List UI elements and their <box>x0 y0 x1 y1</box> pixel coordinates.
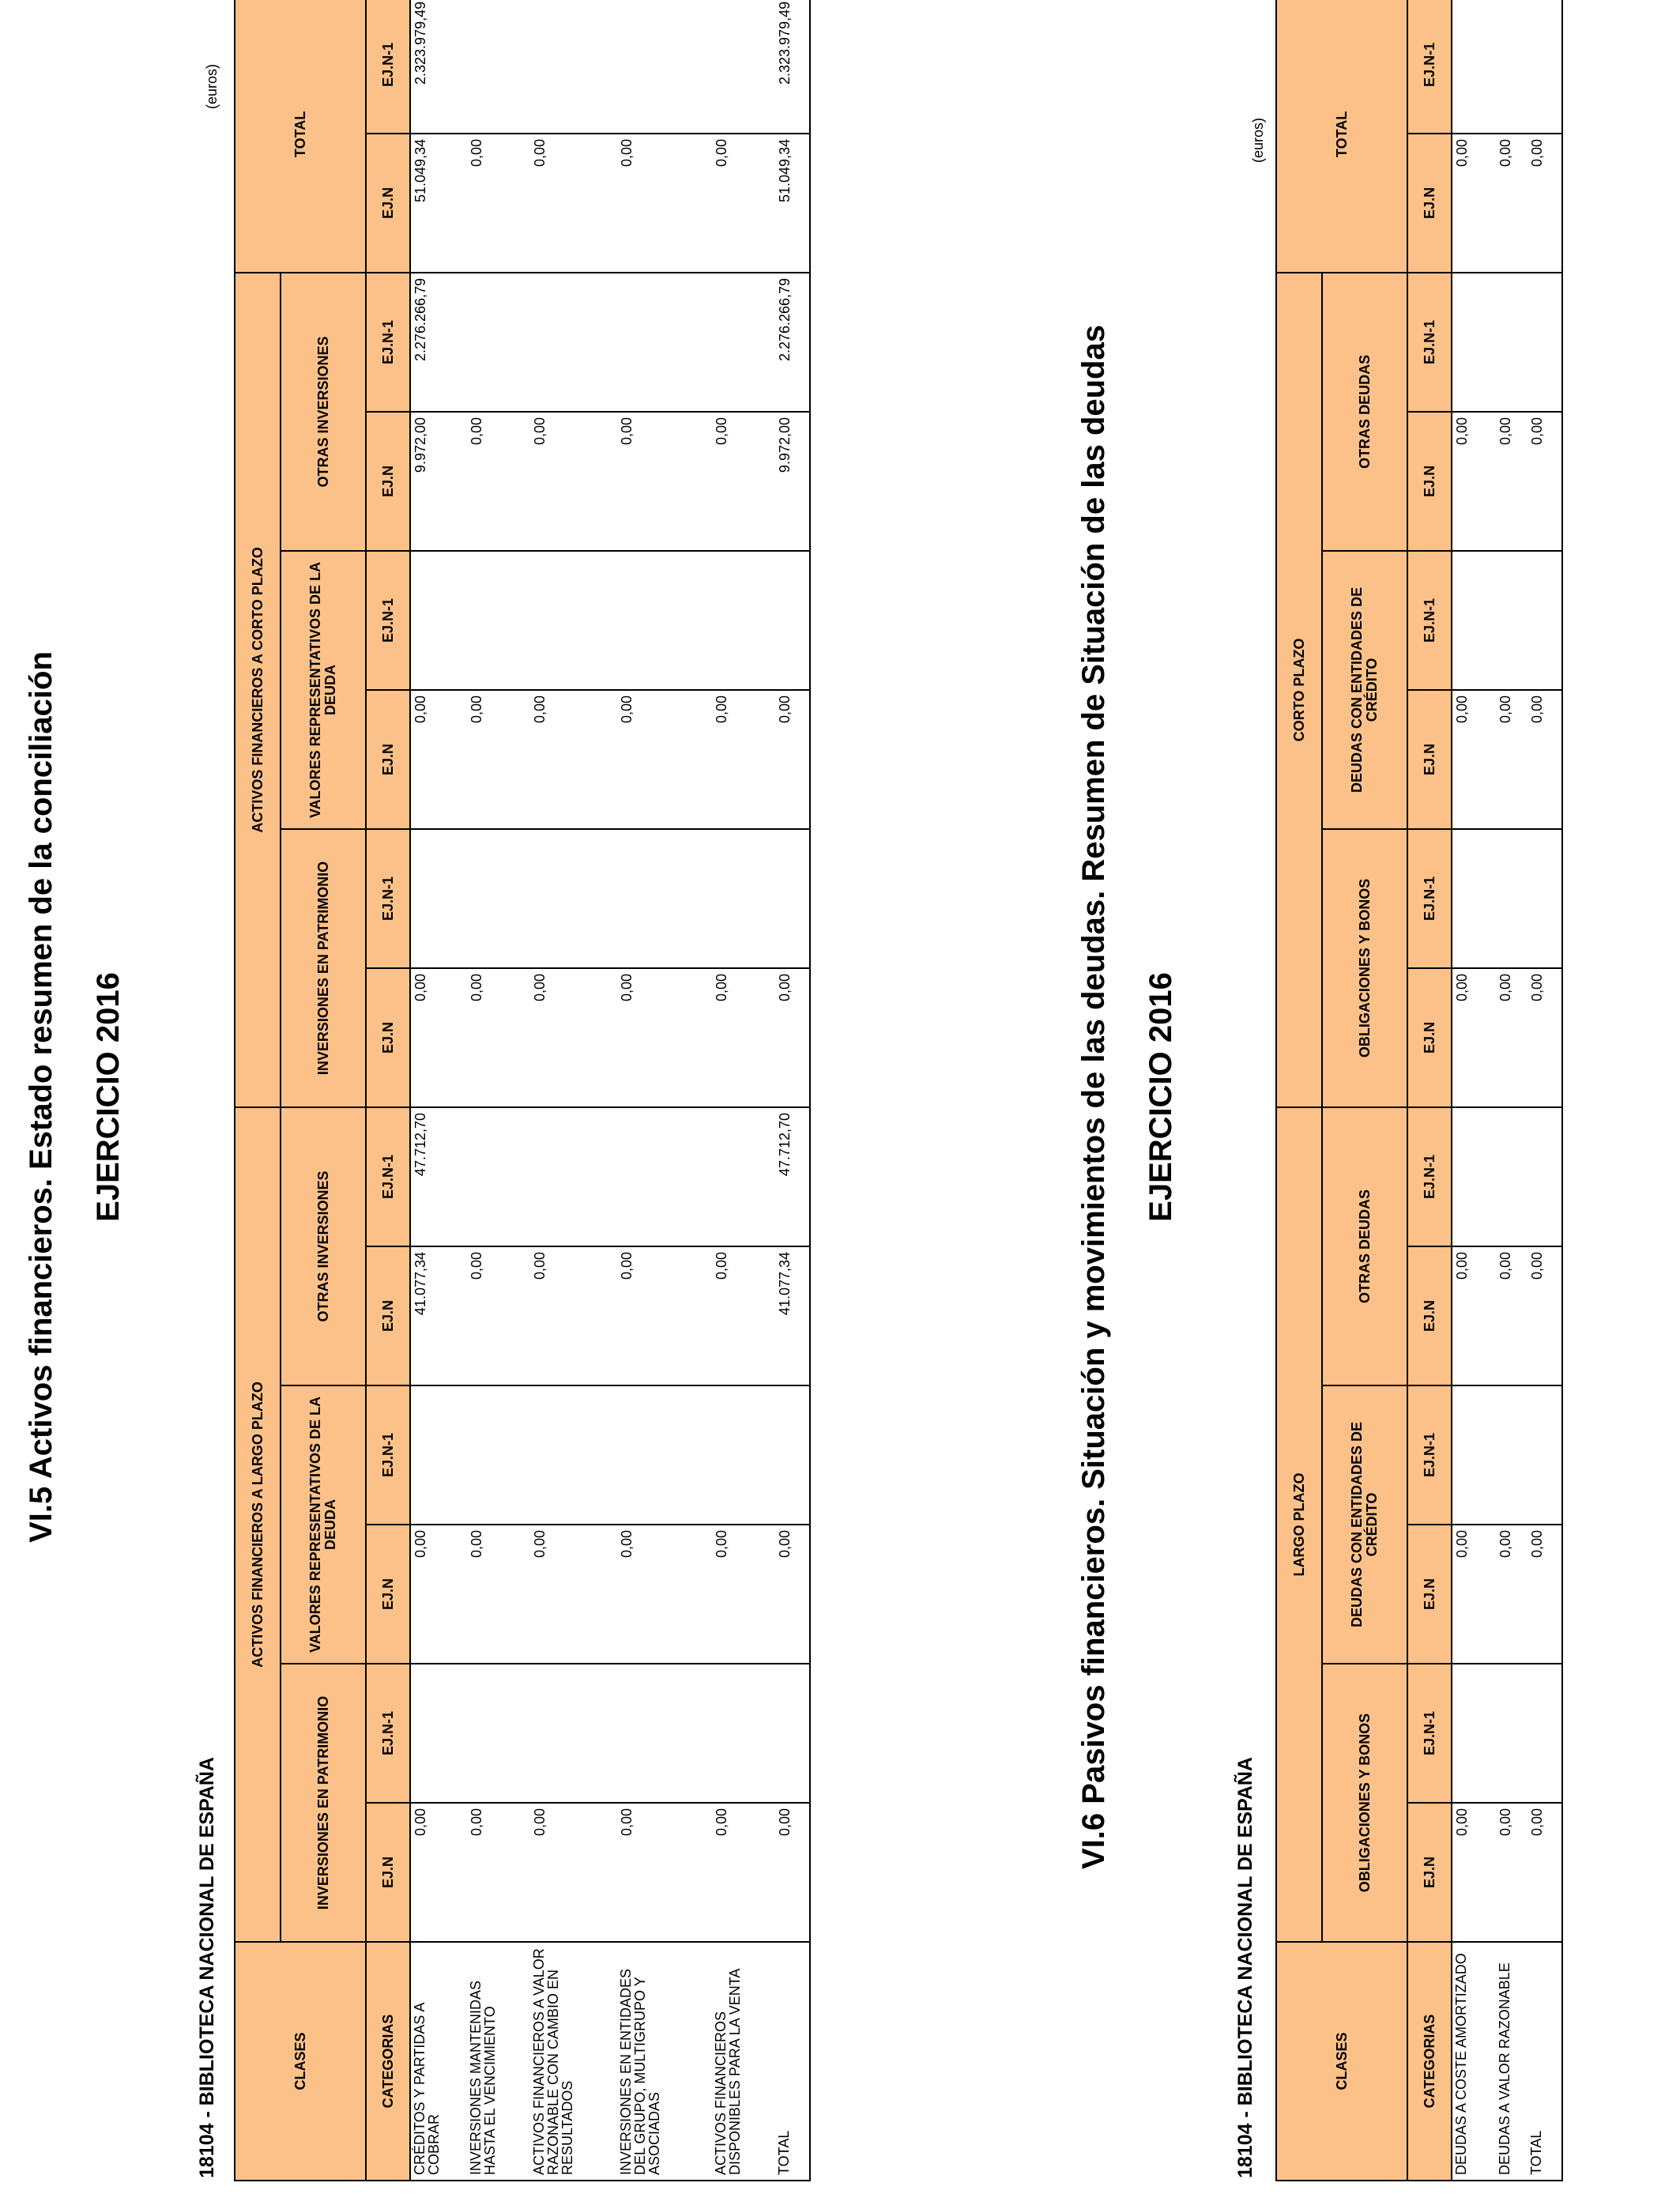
value-cell: 2.323.979,49 <box>410 0 467 134</box>
ejn1-header: EJ.N-1 <box>1407 273 1452 412</box>
pasivos-table-body <box>1452 0 1562 2181</box>
value-cell: 0,00 <box>775 1525 810 1664</box>
category-cell: DEUDAS A COSTE AMORTIZADO <box>1452 1942 1496 2181</box>
value-cell <box>1496 1385 1527 1525</box>
value-cell <box>530 273 617 412</box>
value-cell: 0,00 <box>1452 412 1496 551</box>
value-cell: 0,00 <box>410 690 467 829</box>
inv-patrimonio-lp-header: INVERSIONES EN PATRIMONIO <box>281 1664 366 1942</box>
value-cell: 0,00 <box>530 968 617 1107</box>
ejn1-header: EJ.N-1 <box>366 1385 410 1525</box>
value-cell <box>410 829 467 968</box>
value-cell: 0,00 <box>1496 968 1527 1107</box>
value-cell: 0,00 <box>1496 690 1527 829</box>
value-cell: 47.712,70 <box>775 1107 810 1246</box>
value-cell <box>1452 0 1496 134</box>
value-cell <box>1496 1664 1527 1803</box>
ejn-header: EJ.N <box>366 134 410 273</box>
value-cell: 0,00 <box>712 690 775 829</box>
value-cell <box>530 1107 617 1246</box>
ejn1-header: EJ.N-1 <box>366 1664 410 1803</box>
ejn-header: EJ.N <box>366 1246 410 1385</box>
value-cell: 0,00 <box>467 134 530 273</box>
value-cell: 0,00 <box>617 968 712 1107</box>
value-cell: 0,00 <box>712 1803 775 1942</box>
value-cell: 0,00 <box>712 968 775 1107</box>
value-cell: 0,00 <box>617 134 712 273</box>
total-header: TOTAL <box>1276 0 1407 273</box>
group-cp-header: CORTO PLAZO <box>1276 273 1322 1107</box>
value-cell: 0,00 <box>530 1246 617 1385</box>
otras-inversiones-cp-header: OTRAS INVERSIONES <box>281 273 366 551</box>
value-cell: 0,00 <box>617 690 712 829</box>
value-cell: 0,00 <box>530 134 617 273</box>
value-cell <box>467 1385 530 1525</box>
value-cell <box>1496 0 1527 134</box>
table-row <box>712 0 775 2181</box>
ejn1-header: EJ.N-1 <box>1407 1107 1452 1246</box>
value-cell <box>1527 1107 1562 1246</box>
value-cell: 0,00 <box>1452 134 1496 273</box>
section2-entity: 18104 - BIBLIOTECA NACIONAL DE ESPAÑA <box>1234 1757 1256 2178</box>
value-cell: 9.972,00 <box>775 412 810 551</box>
value-cell: 0,00 <box>712 1246 775 1385</box>
group-cp-header: ACTIVOS FINANCIEROS A CORTO PLAZO <box>235 273 281 1107</box>
value-cell <box>530 829 617 968</box>
value-cell: 0,00 <box>1496 1803 1527 1942</box>
value-cell <box>1452 1107 1496 1246</box>
value-cell <box>712 1664 775 1803</box>
value-cell <box>530 0 617 134</box>
value-cell <box>712 1107 775 1246</box>
table-row <box>1527 0 1562 2181</box>
value-cell <box>467 0 530 134</box>
value-cell: 0,00 <box>530 412 617 551</box>
category-cell: CRÉDITOS Y PARTIDAS A COBRAR <box>410 1942 467 2181</box>
value-cell <box>1527 1385 1562 1525</box>
value-cell <box>467 1664 530 1803</box>
value-cell <box>712 0 775 134</box>
deudas-credito-cp-header: DEUDAS CON ENTIDADES DE CRÉDITO <box>1322 551 1407 829</box>
ejn-header: EJ.N <box>366 968 410 1107</box>
value-cell: 0,00 <box>1452 690 1496 829</box>
ejn1-header: EJ.N-1 <box>1407 829 1452 968</box>
ejn-header: EJ.N <box>366 412 410 551</box>
value-cell: 0,00 <box>410 968 467 1107</box>
value-cell: 0,00 <box>1452 968 1496 1107</box>
value-cell: 51.049,34 <box>410 134 467 273</box>
ejn1-header: EJ.N-1 <box>1407 1664 1452 1803</box>
value-cell: 0,00 <box>530 1525 617 1664</box>
ejn1-header: EJ.N-1 <box>366 829 410 968</box>
ejn-header: EJ.N <box>366 1525 410 1664</box>
valores-deuda-cp-header: VALORES REPRESENTATIVOS DE LA DEUDA <box>281 551 366 829</box>
ejn-header: EJ.N <box>1407 1246 1452 1385</box>
section1-entity: 18104 - BIBLIOTECA NACIONAL DE ESPAÑA <box>196 1757 218 2178</box>
table-row <box>410 0 467 2181</box>
value-cell: 0,00 <box>712 412 775 551</box>
value-cell: 0,00 <box>410 1525 467 1664</box>
ejn-header: EJ.N <box>1407 1525 1452 1664</box>
value-cell: 0,00 <box>775 690 810 829</box>
value-cell: 0,00 <box>775 1803 810 1942</box>
ejn-header: EJ.N <box>1407 412 1452 551</box>
value-cell <box>775 1385 810 1525</box>
value-cell <box>775 551 810 690</box>
ejn-header: EJ.N <box>1407 1803 1452 1942</box>
category-cell: INVERSIONES EN ENTIDADES DEL GRUPO, MULTIGRUPO Y ASOCIADAS <box>617 1942 712 2181</box>
value-cell <box>1452 1385 1496 1525</box>
otras-deudas-cp-header: OTRAS DEUDAS <box>1322 273 1407 551</box>
value-cell <box>775 1664 810 1803</box>
section2-title: VI.6 Pasivos financieros. Situación y movimientos de las deudas. Resumen de Situación de las deudas <box>1076 325 1111 1869</box>
value-cell <box>712 273 775 412</box>
category-cell: ACTIVOS FINANCIEROS DISPONIBLES PARA LA VENTA <box>712 1942 775 2181</box>
value-cell: 0,00 <box>467 1246 530 1385</box>
value-cell <box>712 551 775 690</box>
table-row <box>467 0 530 2181</box>
value-cell: 0,00 <box>530 690 617 829</box>
value-cell: 0,00 <box>467 412 530 551</box>
obligaciones-lp-header: OBLIGACIONES Y BONOS <box>1322 1664 1407 1942</box>
value-cell: 0,00 <box>1527 412 1562 551</box>
value-cell: 0,00 <box>617 1246 712 1385</box>
value-cell <box>1452 829 1496 968</box>
value-cell <box>530 1664 617 1803</box>
value-cell: 0,00 <box>1452 1803 1496 1942</box>
section2-ejercicio: EJERCICIO 2016 <box>1143 972 1178 1222</box>
value-cell: 0,00 <box>1527 968 1562 1107</box>
value-cell: 0,00 <box>617 1803 712 1942</box>
table-row <box>775 0 810 2181</box>
value-cell <box>1496 273 1527 412</box>
value-cell <box>712 829 775 968</box>
category-cell: TOTAL <box>1527 1942 1562 2181</box>
category-cell: DEUDAS A VALOR RAZONABLE <box>1496 1942 1527 2181</box>
obligaciones-cp-header: OBLIGACIONES Y BONOS <box>1322 829 1407 1107</box>
value-cell <box>617 273 712 412</box>
value-cell <box>410 551 467 690</box>
value-cell: 0,00 <box>1496 412 1527 551</box>
value-cell: 41.077,34 <box>410 1246 467 1385</box>
value-cell: 0,00 <box>617 1525 712 1664</box>
value-cell <box>467 1107 530 1246</box>
value-cell <box>530 551 617 690</box>
ejn-header: EJ.N <box>366 1803 410 1942</box>
table-row <box>1496 0 1527 2181</box>
value-cell: 0,00 <box>1527 1246 1562 1385</box>
value-cell: 0,00 <box>1527 1525 1562 1664</box>
value-cell <box>1527 0 1562 134</box>
value-cell <box>1527 1664 1562 1803</box>
pasivos-financieros-table <box>1275 0 1563 2181</box>
value-cell <box>1496 551 1527 690</box>
section1-ejercicio: EJERCICIO 2016 <box>91 972 126 1222</box>
value-cell: 0,00 <box>1452 1525 1496 1664</box>
table-row <box>617 0 712 2181</box>
clases-header: CLASES <box>235 1942 366 2181</box>
value-cell: 0,00 <box>1527 134 1562 273</box>
value-cell <box>1527 273 1562 412</box>
value-cell: 0,00 <box>1496 134 1527 273</box>
category-cell: INVERSIONES MANTENIDAS HASTA EL VENCIMIENTO <box>467 1942 530 2181</box>
value-cell <box>467 273 530 412</box>
otras-deudas-lp-header: OTRAS DEUDAS <box>1322 1107 1407 1385</box>
value-cell <box>1452 1664 1496 1803</box>
section1-title: VI.5 Activos financieros. Estado resumen de la conciliación <box>24 651 58 1543</box>
value-cell: 2.276.266,79 <box>410 273 467 412</box>
ejn-header: EJ.N <box>1407 690 1452 829</box>
value-cell <box>1452 273 1496 412</box>
value-cell: 0,00 <box>467 1803 530 1942</box>
value-cell: 0,00 <box>1527 1803 1562 1942</box>
value-cell <box>617 551 712 690</box>
value-cell: 9.972,00 <box>410 412 467 551</box>
table-row <box>1452 0 1496 2181</box>
value-cell: 0,00 <box>1452 1246 1496 1385</box>
value-cell: 47.712,70 <box>410 1107 467 1246</box>
value-cell <box>1496 829 1527 968</box>
otras-inversiones-lp-header: OTRAS INVERSIONES <box>281 1107 366 1385</box>
value-cell <box>617 829 712 968</box>
value-cell <box>712 1385 775 1525</box>
categorias-header: CATEGORIAS <box>1407 1942 1452 2181</box>
value-cell <box>467 551 530 690</box>
value-cell <box>775 829 810 968</box>
table-row <box>530 0 617 2181</box>
value-cell <box>1496 1107 1527 1246</box>
total-header: TOTAL <box>235 0 366 273</box>
value-cell <box>1527 551 1562 690</box>
value-cell: 41.077,34 <box>775 1246 810 1385</box>
ejn1-header: EJ.N-1 <box>366 273 410 412</box>
valores-deuda-lp-header: VALORES REPRESENTATIVOS DE LA DEUDA <box>281 1385 366 1664</box>
ejn-header: EJ.N <box>1407 134 1452 273</box>
value-cell <box>1452 551 1496 690</box>
value-cell: 0,00 <box>1496 1525 1527 1664</box>
value-cell <box>617 1385 712 1525</box>
value-cell <box>617 1107 712 1246</box>
value-cell: 0,00 <box>467 968 530 1107</box>
value-cell: 0,00 <box>467 1525 530 1664</box>
value-cell: 2.276.266,79 <box>775 273 810 412</box>
value-cell: 0,00 <box>617 412 712 551</box>
ejn1-header: EJ.N-1 <box>1407 551 1452 690</box>
group-lp-header: ACTIVOS FINANCIEROS A LARGO PLAZO <box>235 1107 281 1942</box>
value-cell: 0,00 <box>410 1803 467 1942</box>
ejn-header: EJ.N <box>1407 968 1452 1107</box>
value-cell: 0,00 <box>775 968 810 1107</box>
activos-table-body <box>410 0 810 2181</box>
deudas-credito-lp-header: DEUDAS CON ENTIDADES DE CRÉDITO <box>1322 1385 1407 1664</box>
activos-financieros-table <box>234 0 811 2181</box>
category-cell: TOTAL <box>775 1942 810 2181</box>
ejn-header: EJ.N <box>366 690 410 829</box>
value-cell <box>467 829 530 968</box>
group-lp-header: LARGO PLAZO <box>1276 1107 1322 1942</box>
value-cell <box>410 1664 467 1803</box>
ejn1-header: EJ.N-1 <box>1407 1385 1452 1525</box>
clases-header: CLASES <box>1276 1942 1407 2181</box>
section1-unit: (euros) <box>204 63 220 109</box>
categorias-header: CATEGORIAS <box>366 1942 410 2181</box>
value-cell <box>617 0 712 134</box>
value-cell <box>1527 829 1562 968</box>
value-cell: 2.323.979,49 <box>775 0 810 134</box>
category-cell: ACTIVOS FINANCIEROS A VALOR RAZONABLE CON CAMBIO EN RESULTADOS <box>530 1942 617 2181</box>
ejn1-header: EJ.N-1 <box>366 0 410 134</box>
value-cell: 0,00 <box>712 1525 775 1664</box>
inv-patrimonio-cp-header: INVERSIONES EN PATRIMONIO <box>281 829 366 1107</box>
ejn1-header: EJ.N-1 <box>366 1107 410 1246</box>
value-cell <box>410 1385 467 1525</box>
value-cell: 0,00 <box>1496 1246 1527 1385</box>
value-cell: 0,00 <box>530 1803 617 1942</box>
value-cell: 51.049,34 <box>775 134 810 273</box>
value-cell: 0,00 <box>712 134 775 273</box>
ejn1-header: EJ.N-1 <box>366 551 410 690</box>
value-cell: 0,00 <box>1527 690 1562 829</box>
value-cell <box>617 1664 712 1803</box>
section2-unit: (euros) <box>1250 117 1266 163</box>
value-cell <box>530 1385 617 1525</box>
value-cell: 0,00 <box>467 690 530 829</box>
ejn1-header: EJ.N-1 <box>1407 0 1452 134</box>
